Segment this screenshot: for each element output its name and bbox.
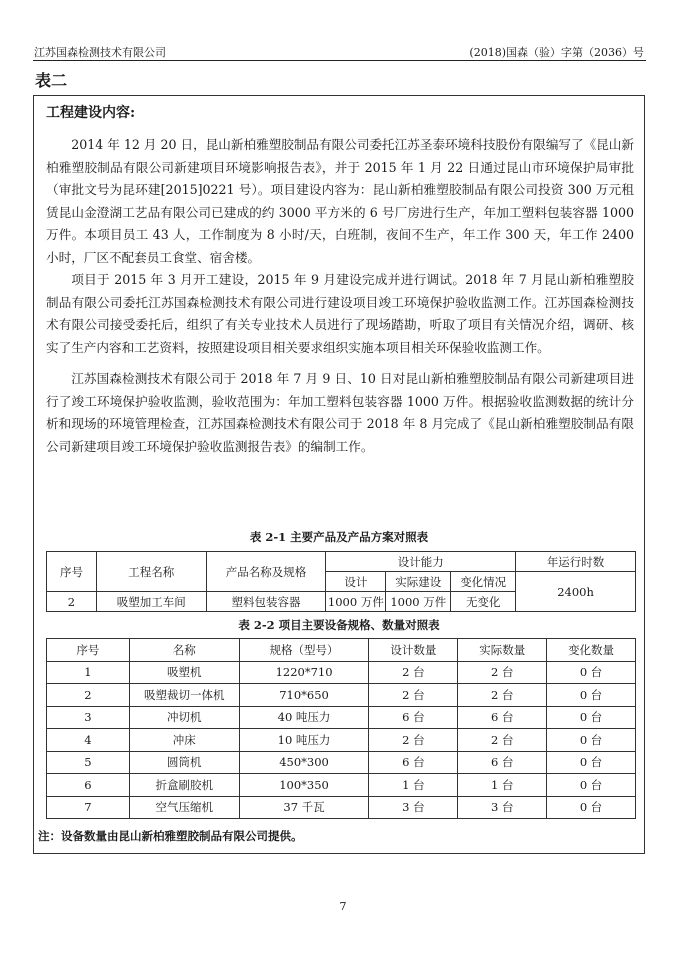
table-cell: 2 台 (369, 729, 458, 752)
t1-cell-hours: 2400h (516, 572, 636, 612)
paragraph: 项目于 2015 年 3 月开工建设，2015 年 9 月建设完成并进行调试。2018 年 7 月昆山新柏雅塑胶制品有限公司委托江苏国森检测技术有限公司进行建设项目竣工环境保护验收监测工作。江苏国森检测技术有限公司接受委托后，组织了有关专业技术人员进行了现场踏勘，听取了项目有关情况介绍，调研、核实了生产内容和工艺资料，按照建设项目相关要求组织实施本项目相关环保验收监测工作。 (46, 272, 634, 355)
table-cell: 0 台 (547, 751, 636, 774)
table-cell: 2 台 (369, 684, 458, 707)
t1-cell-actual: 1000 万件 (386, 592, 451, 612)
product-table (46, 551, 636, 612)
table-cell: 0 台 (547, 661, 636, 684)
table-cell: 6 台 (458, 706, 547, 729)
table-cell: 5 (47, 751, 130, 774)
t2-header-cell: 实际数量 (458, 639, 547, 662)
t2-header-cell: 规格（型号） (239, 639, 369, 662)
section-title: 表二 (35, 71, 68, 90)
table-cell: 4 (47, 729, 130, 752)
table-cell: 折盒刷胶机 (129, 774, 239, 797)
t1-header-product: 产品名称及规格 (206, 552, 326, 592)
table-cell: 0 台 (547, 796, 636, 819)
t1-header-change: 变化情况 (451, 572, 516, 592)
table-row (47, 729, 636, 752)
table-cell: 1 台 (458, 774, 547, 797)
table-cell: 2 台 (458, 684, 547, 707)
table-cell: 1 台 (369, 774, 458, 797)
content-frame (33, 95, 645, 854)
table-row (47, 751, 636, 774)
table-row (47, 774, 636, 797)
table-cell: 0 台 (547, 774, 636, 797)
table-cell: 1220*710 (239, 661, 369, 684)
t1-cell-design: 1000 万件 (326, 592, 386, 612)
table-cell: 圆筒机 (129, 751, 239, 774)
body-text (46, 134, 634, 458)
table-cell: 40 吨压力 (239, 706, 369, 729)
equipment-table (46, 638, 636, 819)
t1-header-capacity: 设计能力 (326, 552, 516, 572)
t2-header-cell: 变化数量 (547, 639, 636, 662)
header-divider (33, 60, 646, 61)
table-cell: 3 台 (369, 796, 458, 819)
table-cell: 6 台 (369, 751, 458, 774)
table-row (47, 661, 636, 684)
t1-cell-product: 塑料包装容器 (206, 592, 326, 612)
table-cell: 0 台 (547, 729, 636, 752)
header-report-number: (2018)国森（验）字第（2036）号 (469, 46, 644, 59)
table-row (47, 706, 636, 729)
t1-cell-no: 2 (47, 592, 97, 612)
table-cell: 6 (47, 774, 130, 797)
paragraph: 2014 年 12 月 20 日，昆山新柏雅塑胶制品有限公司委托江苏圣泰环境科技股份有限编写了《昆山新柏雅塑胶制品有限公司新建项目环境影响报告表》，并于 2015 年 1 月 22 日通过昆山市环境保护局审批（审批文号为昆环建[2015]0221 号）。项目建设内容为：昆山新柏雅塑胶制品有限公司投资 300 万元租赁昆山金澄湖工艺品有限公司已建成的约 3000 平方米的 6 号厂房进行生产，年加工塑料包装容器 1000 万件。本项目员工 43 人，工作制度为 8 小时/天，白班制，夜间不生产，年工作 300 天，年工作 2400 小时，厂区不配套员工食堂、宿舍楼。 (46, 137, 634, 265)
table-cell: 6 台 (369, 706, 458, 729)
table2-caption: 表 2-2 项目主要设备规格、数量对照表 (238, 618, 440, 632)
table-cell: 吸塑裁切一体机 (129, 684, 239, 707)
table-cell: 6 台 (458, 751, 547, 774)
paragraph: 江苏国森检测技术有限公司于 2018 年 7 月 9 日、10 日对昆山新柏雅塑胶制品有限公司新建项目进行了竣工环境保护验收监测，验收范围为：年加工塑料包装容器 1000 万件。根据验收监测数据的统计分析和现场的环境管理检查，江苏国森检测技术有限公司于 2018 年 8 月完成了《昆山新柏雅塑胶制品有限公司新建项目竣工环境保护验收监测报告表》的编制工作。 (46, 371, 634, 454)
header-company: 江苏国森检测技术有限公司 (34, 46, 166, 59)
table-cell: 3 台 (458, 796, 547, 819)
table-row (47, 684, 636, 707)
table-note: 注：设备数量由昆山新柏雅塑胶制品有限公司提供。 (38, 829, 303, 843)
t2-header-cell: 设计数量 (369, 639, 458, 662)
t1-header-design: 设计 (326, 572, 386, 592)
t1-header-no: 序号 (47, 552, 97, 592)
table-cell: 空气压缩机 (129, 796, 239, 819)
table-cell: 37 千瓦 (239, 796, 369, 819)
table-cell: 2 台 (458, 661, 547, 684)
t1-header-name: 工程名称 (96, 552, 206, 592)
t2-header-cell: 序号 (47, 639, 130, 662)
page-number: 7 (339, 900, 347, 913)
table-cell: 450*300 (239, 751, 369, 774)
table-cell: 2 台 (369, 661, 458, 684)
table-cell: 冲切机 (129, 706, 239, 729)
table-cell: 0 台 (547, 684, 636, 707)
table-cell: 0 台 (547, 706, 636, 729)
table-cell: 2 台 (458, 729, 547, 752)
table-cell: 3 (47, 706, 130, 729)
table-cell: 710*650 (239, 684, 369, 707)
t2-header-cell: 名称 (129, 639, 239, 662)
table-row (47, 796, 636, 819)
table-cell: 10 吨压力 (239, 729, 369, 752)
subsection-title: 工程建设内容: (46, 105, 136, 121)
table1-caption: 表 2-1 主要产品及产品方案对照表 (249, 530, 429, 544)
t1-header-hours: 年运行时数 (516, 552, 636, 572)
table-cell: 冲床 (129, 729, 239, 752)
table-cell: 100*350 (239, 774, 369, 797)
t1-cell-change: 无变化 (451, 592, 516, 612)
table-cell: 吸塑机 (129, 661, 239, 684)
table-cell: 2 (47, 684, 130, 707)
t1-header-actual: 实际建设 (386, 572, 451, 592)
table-cell: 7 (47, 796, 130, 819)
t1-cell-name: 吸塑加工车间 (96, 592, 206, 612)
table-cell: 1 (47, 661, 130, 684)
